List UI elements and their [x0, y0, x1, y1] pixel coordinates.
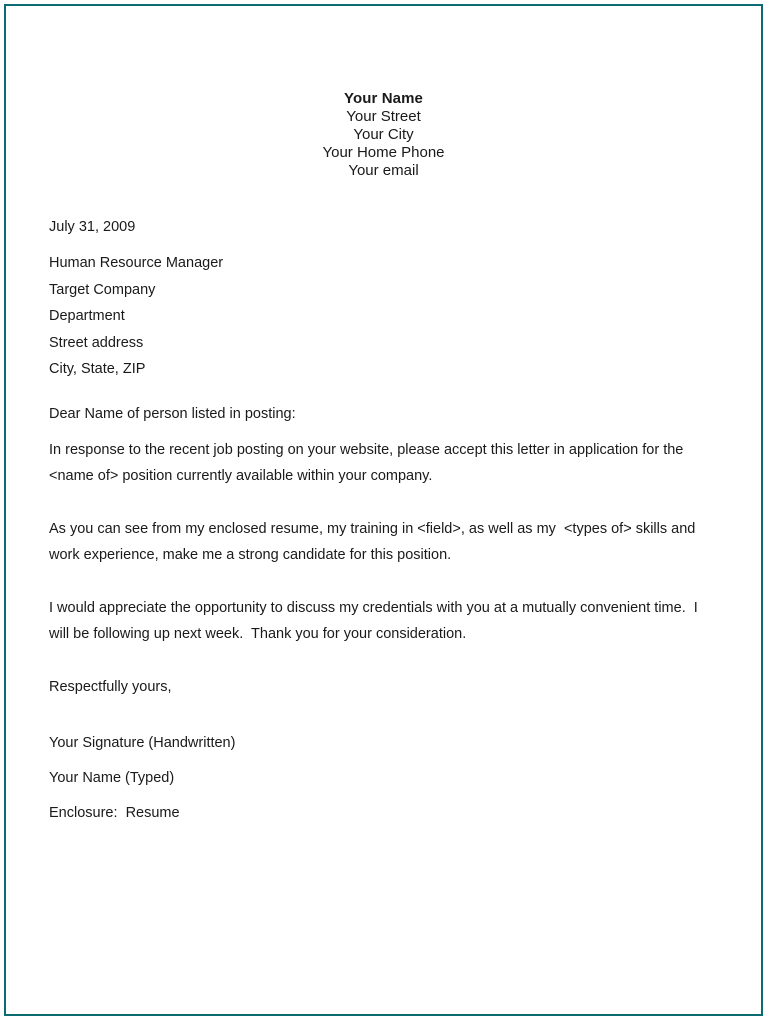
letterhead-name: Your Name [344, 90, 423, 107]
handwritten-signature-line: Your Signature (Handwritten) [49, 734, 236, 751]
enclosure-line: Enclosure: Resume [49, 804, 180, 821]
typed-name-line: Your Name (Typed) [49, 769, 175, 786]
signature-block [49, 726, 713, 831]
letterhead [6, 90, 761, 180]
recipient-line: City, State, ZIP [49, 361, 146, 377]
letterhead-street: Your Street [346, 108, 421, 125]
recipient-line: Street address [49, 334, 144, 351]
body-paragraph-2: As you can see from my enclosed resume, my training in <field>, as well as my <types of> skills and work experience, make me a strong candidate for this position. [49, 520, 700, 563]
body-paragraph-1: In response to the recent job posting on your website, please accept this letter in application for the <name of> position currently available within your company. [49, 441, 688, 484]
closing-salutation: Respectfully yours, [49, 678, 172, 695]
document-page [4, 4, 763, 1016]
body-paragraph-3: I would appreciate the opportunity to discuss my credentials with you at a mutually convenient time. I will be following up next week. Thank you for your consideration. [49, 599, 702, 642]
letter-sheet [6, 6, 761, 1014]
letter-body [49, 214, 713, 831]
salutation: Dear Name of person listed in posting: [49, 405, 296, 422]
letterhead-phone: Your Home Phone [322, 144, 445, 161]
recipient-line: Target Company [49, 281, 156, 298]
letterhead-email: Your email [348, 162, 419, 179]
recipient-line: Department [49, 308, 125, 324]
letterhead-city: Your City [353, 126, 414, 143]
letter-date: July 31, 2009 [49, 219, 136, 235]
recipient-line: Human Resource Manager [49, 255, 224, 271]
recipient-address-block [49, 250, 713, 383]
